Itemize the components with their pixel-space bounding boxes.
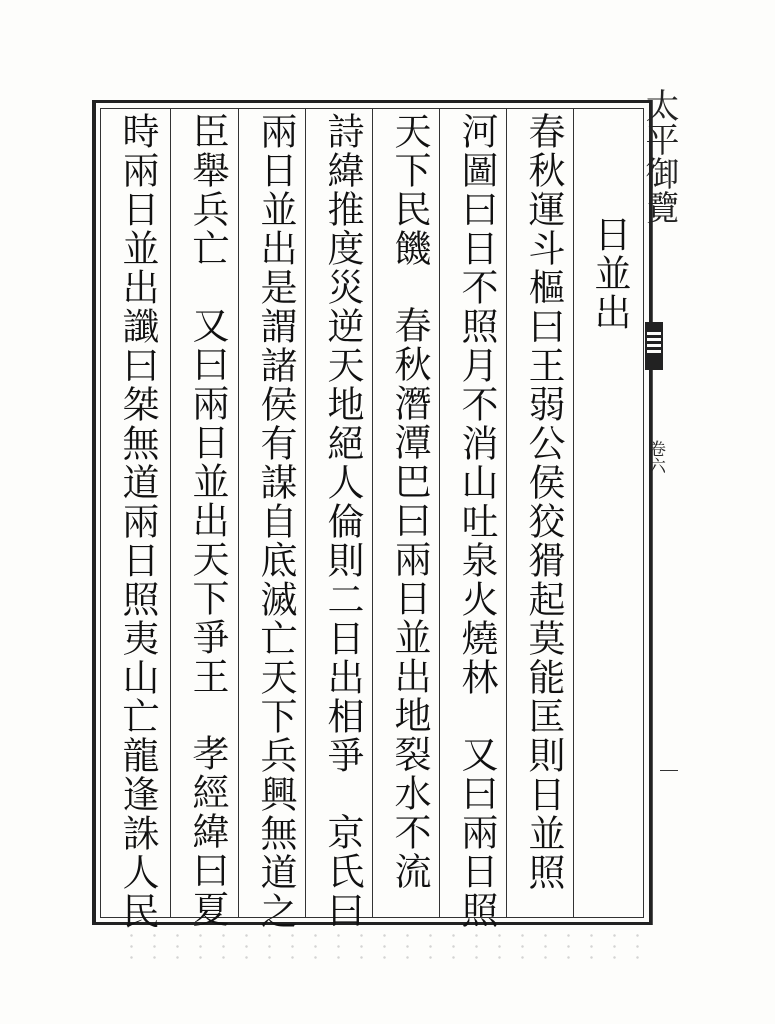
text-segment: 孝經緯曰夏 [186, 734, 229, 929]
text-column [244, 112, 306, 931]
margin-volume-label: 卷六 [645, 440, 665, 474]
text-segment: 又曰兩日照 [455, 735, 498, 930]
text-segment: 時兩日並出讖曰桀無道兩日照夷山亡龍逢誅人民 [116, 112, 159, 931]
text-column [512, 112, 574, 892]
section-heading [578, 215, 640, 332]
text-segment: 京氏曰 [321, 813, 364, 930]
text-segment: 春秋運斗樞曰王弱公侯狡猾起莫能匡則日並照 [522, 112, 565, 892]
text-segment: 臣舉兵亡 [186, 112, 229, 268]
fishtail-mark [645, 322, 663, 370]
text-column [378, 112, 440, 891]
text-segment: 春秋潛潭巴曰兩日並出地裂水不流 [388, 306, 431, 891]
text-column [311, 112, 373, 930]
text-segment: 又曰兩日並出天下爭王 [186, 306, 229, 696]
text-segment: 河圖曰日不照月不消山吐泉火燒林 [455, 112, 498, 697]
margin-book-title: 太平御覽 [639, 88, 679, 224]
text-segment: 詩緯推度災逆天地絕人倫則二日出相爭 [321, 112, 364, 775]
text-segment: 天下民饑 [388, 112, 431, 268]
text-segment: 日並出 [588, 215, 631, 332]
margin-tick [660, 770, 678, 771]
column-rule [170, 108, 171, 918]
text-column [176, 112, 238, 929]
text-segment: 兩日並出是謂諸侯有謀自底滅亡天下兵興無道之 [254, 112, 297, 931]
text-column [106, 112, 168, 931]
column-rule [238, 108, 239, 918]
text-column [445, 112, 507, 930]
scan-noise [120, 930, 640, 960]
